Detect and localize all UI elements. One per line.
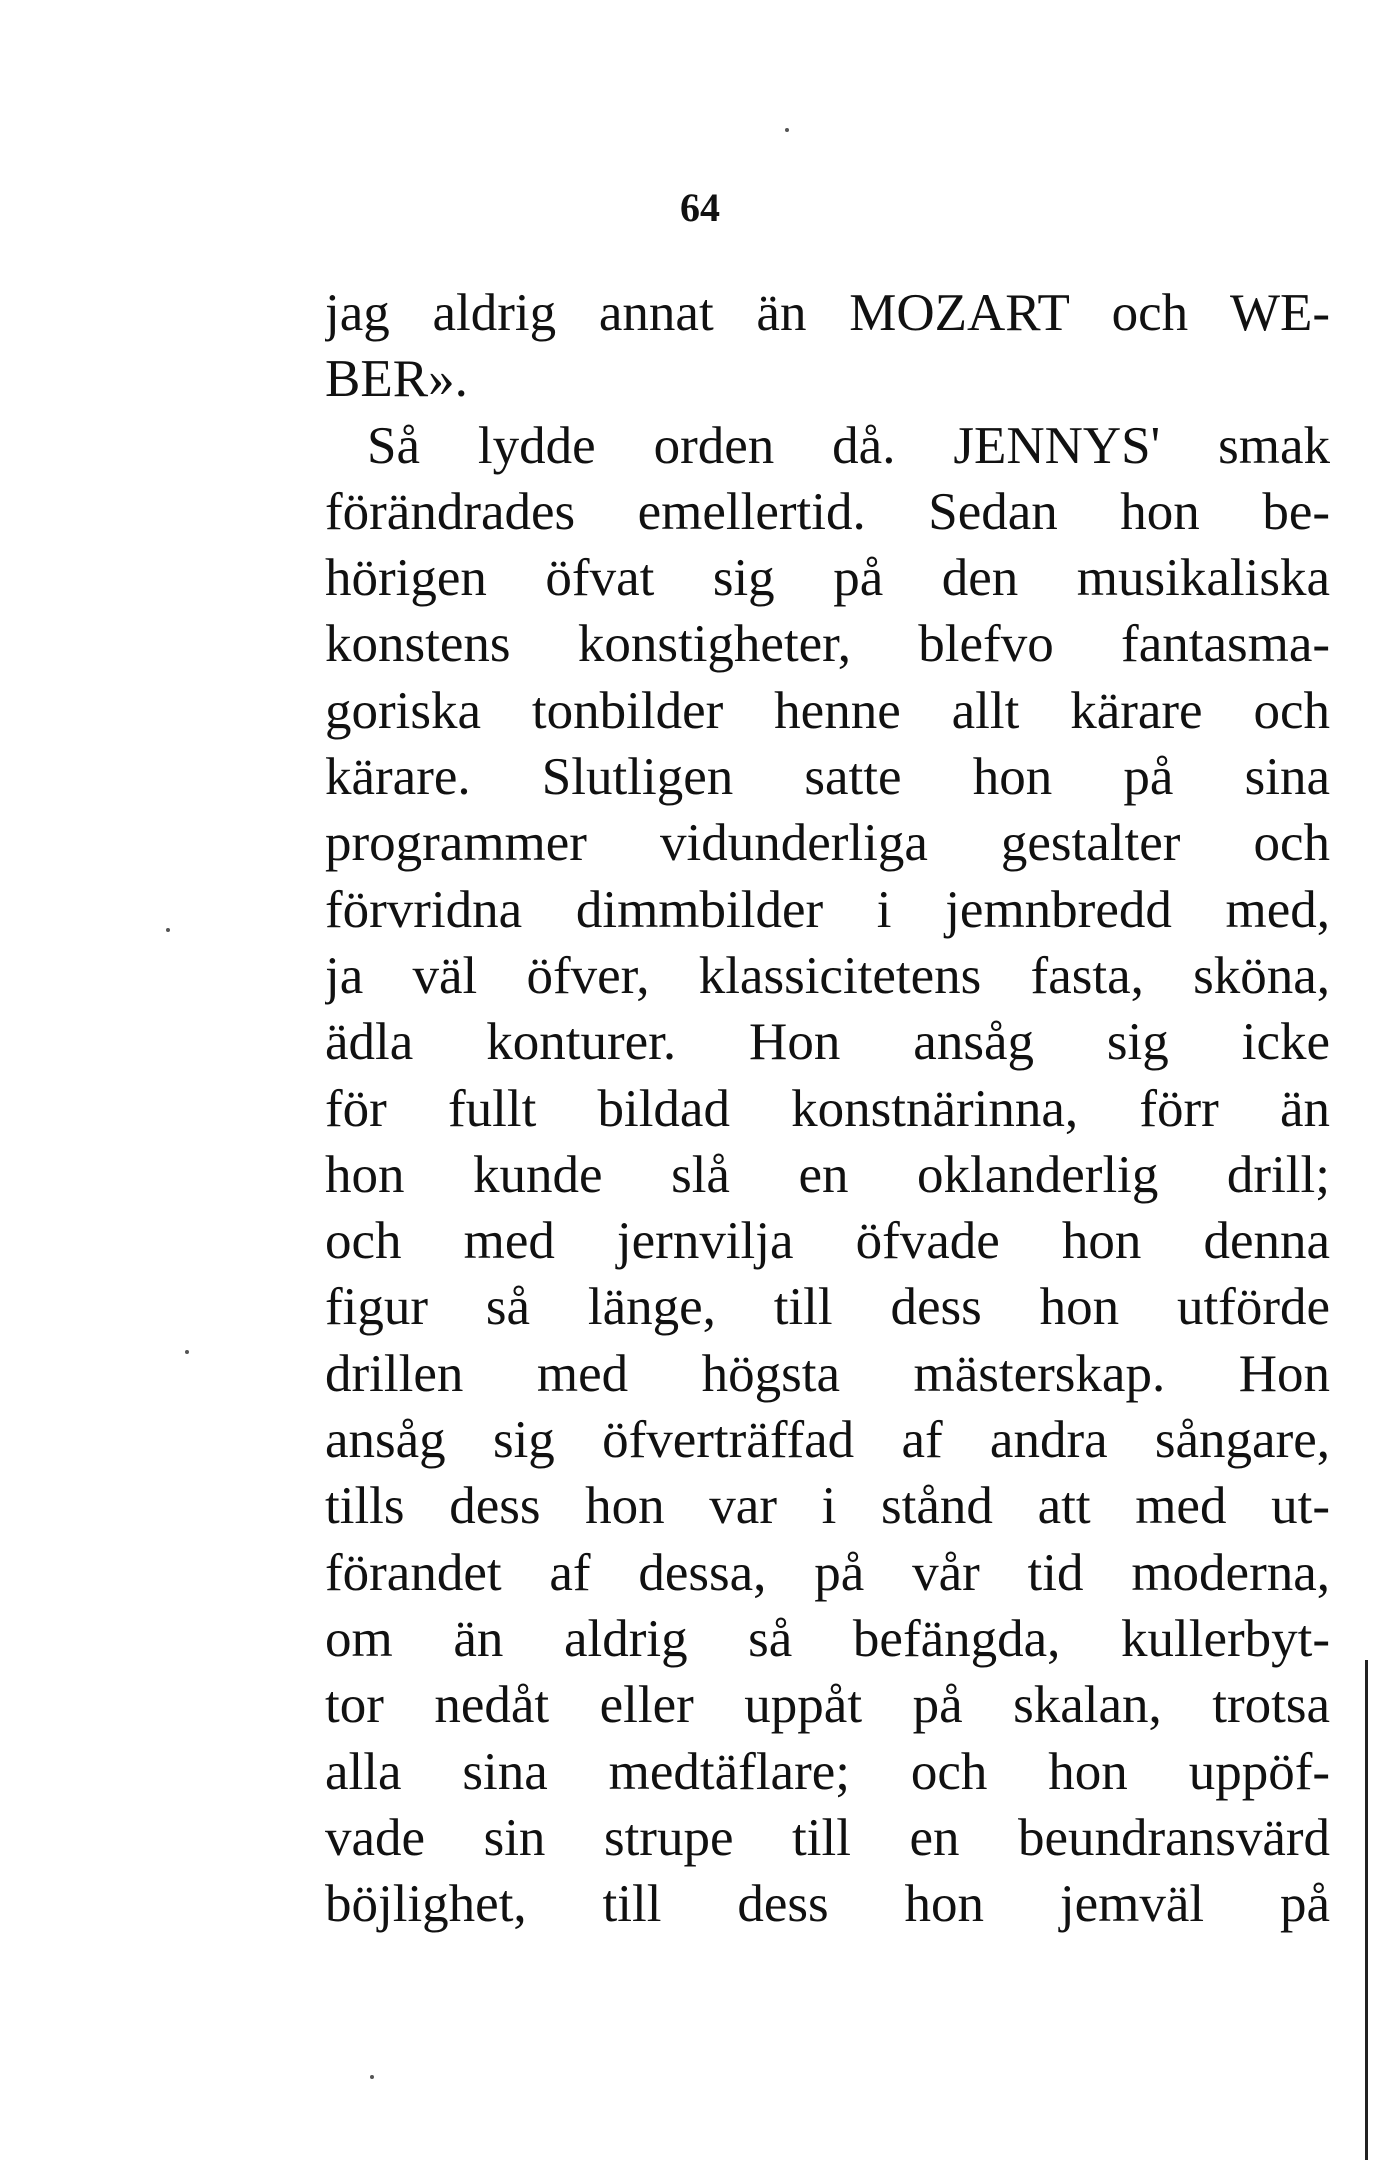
text-line: om än aldrig så befängda, kullerbyt-: [325, 1609, 1330, 1668]
text-line: och med jernvilja öfvade hon denna: [325, 1212, 1330, 1271]
text-line: hörigen öfvat sig på den musikaliska: [325, 549, 1330, 608]
text-line: vade sin strupe till en beundransvärd: [325, 1808, 1330, 1867]
page-number: 64: [680, 185, 720, 230]
text-line: drillen med högsta mästerskap. Hon: [325, 1344, 1330, 1403]
page-edge-rule: [1365, 1660, 1368, 2160]
text-line: ja väl öfver, klassicitetens fasta, sköna,: [325, 946, 1330, 1005]
text-line: BER».: [325, 350, 468, 409]
text-line: jag aldrig annat än MOZART och WE-: [325, 284, 1330, 342]
scan-speck: [785, 128, 789, 132]
text-line: böjlighet, till dess hon jemväl på: [325, 1875, 1330, 1934]
text-line: goriska tonbilder henne allt kärare och: [325, 681, 1330, 740]
scan-speck: [185, 1350, 189, 1354]
scan-speck: [370, 2075, 374, 2079]
text-line: alla sina medtäflare; och hon uppöf-: [325, 1742, 1330, 1801]
text-line: ansåg sig öfverträffad af andra sångare,: [325, 1411, 1330, 1470]
text-line: förvridna dimmbilder i jemnbredd med,: [325, 880, 1330, 939]
text-line: ädla konturer. Hon ansåg sig icke: [325, 1013, 1330, 1072]
text-line: tills dess hon var i stånd att med ut-: [325, 1477, 1330, 1536]
text-line: tor nedåt eller uppåt på skalan, trotsa: [325, 1676, 1330, 1735]
text-line: förandet af dessa, på vår tid moderna,: [325, 1543, 1330, 1602]
body-text: [325, 280, 1330, 1937]
scan-speck: [166, 928, 170, 932]
text-line: kärare. Slutligen satte hon på sina: [325, 748, 1330, 807]
text-line: för fullt bildad konstnärinna, förr än: [325, 1079, 1330, 1138]
text-line: förändrades emellertid. Sedan hon be-: [325, 482, 1330, 541]
text-line: konstens konstigheter, blefvo fantasma-: [325, 615, 1330, 674]
text-line: Så lydde orden då. JENNYS' smak: [367, 416, 1330, 475]
text-line: hon kunde slå en oklanderlig drill;: [325, 1145, 1330, 1204]
text-line: figur så länge, till dess hon utförde: [325, 1278, 1330, 1337]
text-line: programmer vidunderliga gestalter och: [325, 814, 1330, 873]
